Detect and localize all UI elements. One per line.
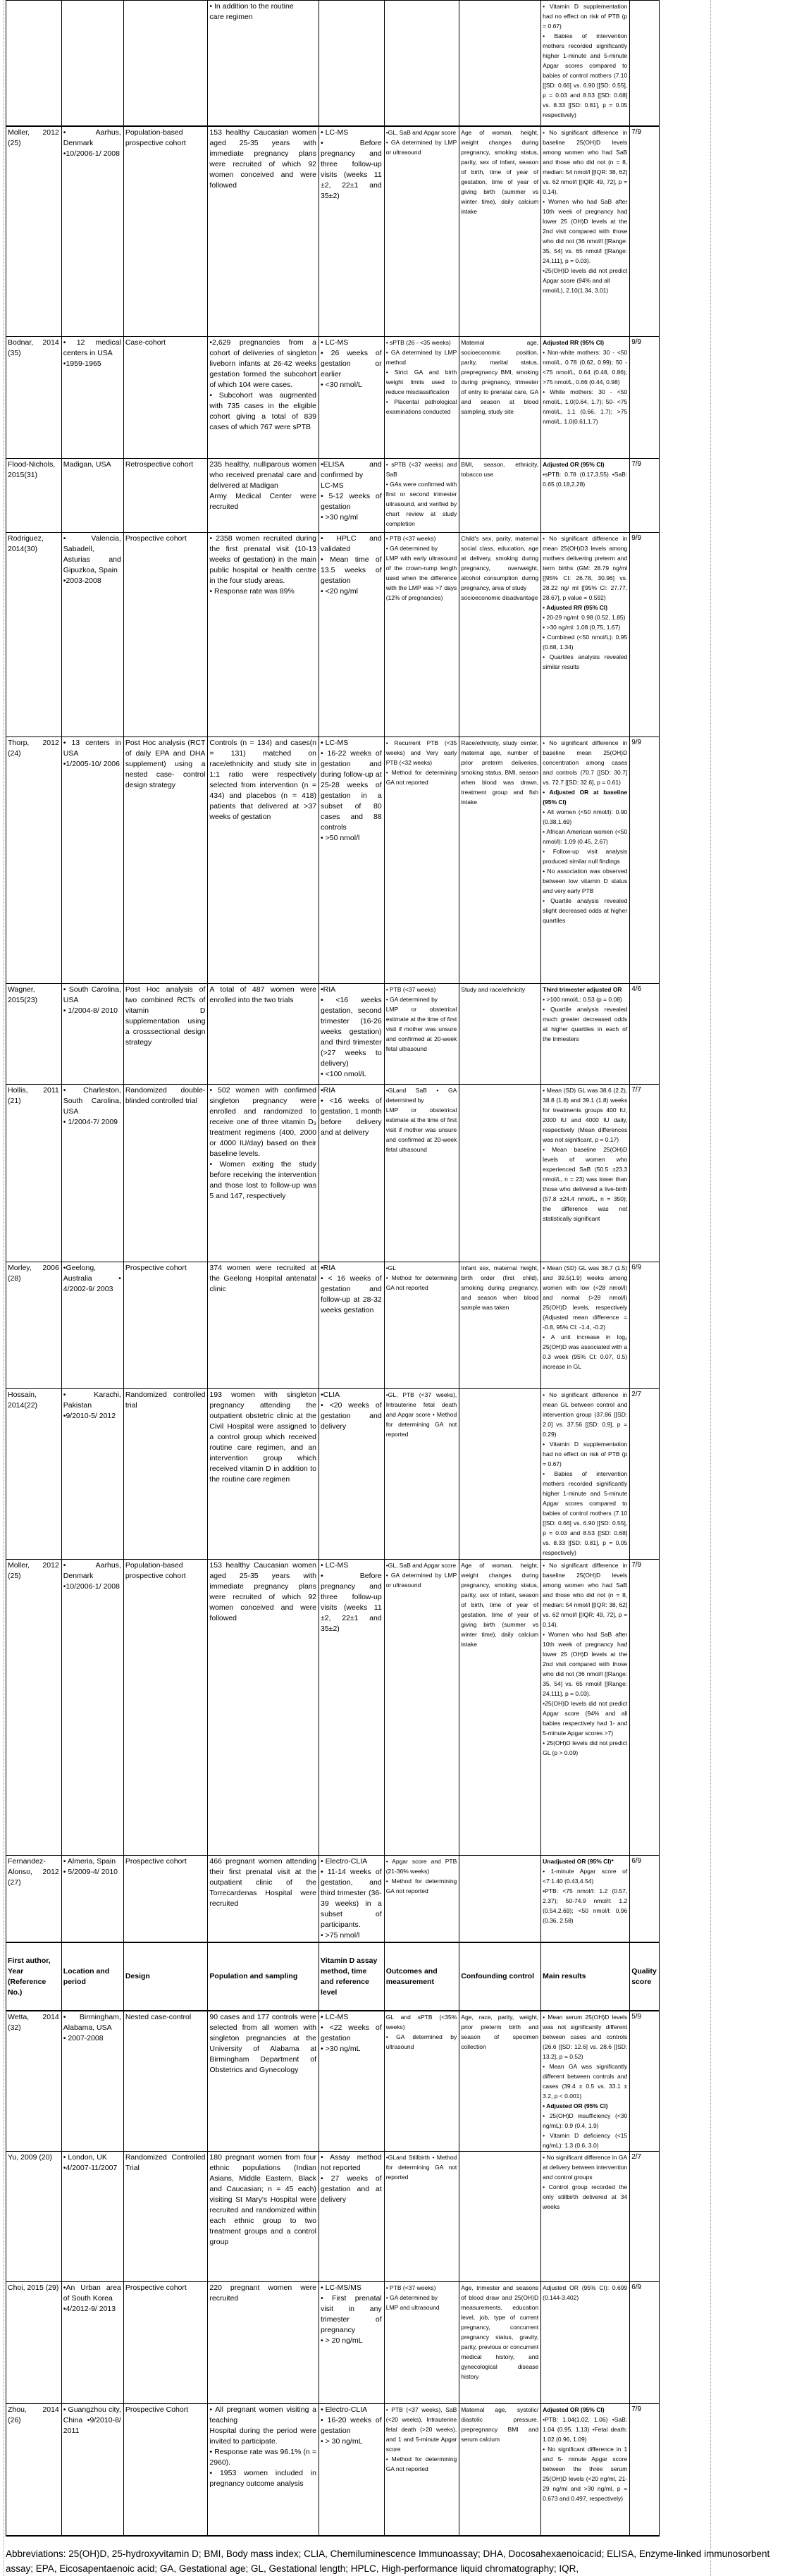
cell-outcomes: • sPTB (26 - <35 weeks) • GA determined by LMP method • Strict GA and birth weight limits used to reduce misclassification • Placental pathological examinations conducted (384, 337, 459, 459)
cell-quality: 9/9 (630, 337, 660, 459)
cell-population: 466 pregnant women attending their first prenatal visit at the outpatient clinic of the Torrecardenas Hospital were recruited (208, 1856, 319, 1943)
cell-population: 220 pregnant women were recruited (208, 2282, 319, 2404)
table-row (6, 126, 660, 337)
cell-results: Third trimester adjusted OR • >100 nmol/L: 0.53 (p = 0.08) • Quartile analysis revealed much greater decreased odds at higher quartiles in each of the trimesters (541, 984, 630, 1085)
cell-population: Controls (n = 134) and cases(n = 131) matched on race/ethnicity and study site in 1:1 ratio were respectively selected from intervention (n = 434) and placebos (n = 418) patients that delivered at >37 weeks of gestation (208, 737, 319, 984)
cell-assay (319, 1, 385, 126)
cell-quality: 6/9 (630, 1856, 660, 1943)
cell-population: •2,629 pregnancies from a cohort of deliveries of singleton liveborn infants at 26-42 weeks gestation formed the subcohort of which 104 were cases. • Subcohort was augmented with 735 cases in the eligible cohort giving a total of 839 cases of which 767 were sPTB (208, 337, 319, 459)
cell-results: • No significant difference in mean 25(OH)D3 levels among mothers delivering preterm and term births (GM: 28.79 ng/ml [[95% CI: 26.78, 30.96] vs. 28.22 ng/ ml [[95% CI: 27.77, 28.67], p value = 0.592) • Adjusted RR (95% CI) • 20-29 ng/ml: 0.98 (0.52, 1.85) • >30 ng/ml: 1.08 (0.75, 1.67) • Combined (<50 nmol/L): 0.95 (0.68, 1.34) • Quartiles analysis revealed similar results (541, 533, 630, 737)
cell-design: Randomized Controlled Trial (123, 2152, 208, 2282)
cell-confounding: Infant sex, maternal height, birth order (first child), smoking during pregnancy, and season when blood sample was taken (459, 1262, 541, 1389)
cell-assay: • HPLC and validated • Mean time of 13.5 weeks of gestation • <20 ng/ml (319, 533, 385, 737)
table-row (6, 1389, 660, 1560)
cell-quality: 6/9 (630, 1262, 660, 1389)
cell-design: Prospective cohort (123, 1262, 208, 1389)
cell-quality: 7/7 (630, 1085, 660, 1262)
cell-location: • Aarhus, Denmark •10/2006-1/ 2008 (61, 126, 123, 337)
table-row (6, 1085, 660, 1262)
cell-design: Randomized controlled trial (123, 1389, 208, 1560)
column-header-assay: Vitamin D assay method, time and reference level (319, 1942, 385, 2011)
cell-design: Prospective Cohort (123, 2404, 208, 2536)
cell-author: Bodnar, 2014 (35) (6, 337, 62, 459)
cell-author: Zhou, 2014 (26) (6, 2404, 62, 2536)
cell-author: Flood-Nichols, 2015(31) (6, 459, 62, 533)
cell-design: Randomized double-blinded controlled trial (123, 1085, 208, 1262)
cell-author: Choi, 2015 (29) (6, 2282, 62, 2404)
cell-location: •An Urban area of South Korea •4/2012-9/ 2013 (61, 2282, 123, 2404)
cell-location: •Geelong, Australia • 4/2002-9/ 2003 (61, 1262, 123, 1389)
cell-population: • All pregnant women visiting a teaching Hospital during the period were invited to participate. • Response rate was 96.1% (n = 2960). • 1953 women included in pregnancy outcome analysis (208, 2404, 319, 2536)
column-header-row (6, 1942, 660, 2011)
cell-confounding: Age of woman, height, weight changes during pregnancy, smoking status, parity, sex of infant, season of birth, time of year of gestation, time of year of giving birth (summer vs winter time), daily calcium intake (459, 1560, 541, 1856)
cell-design: Case-cohort (123, 337, 208, 459)
table-row (6, 1262, 660, 1389)
cell-quality: 2/7 (630, 2152, 660, 2282)
table-row (6, 2404, 660, 2536)
cell-results: • No significant difference in baseline 25(OH)D levels among women who had SaB and those who did not (n = 8, median: 54 nmol/l [[IQR: 38, 62] vs. 62 nmol/l [[IQR: 49, 72], p = 0.14). • Women who had SaB after 10th week of pregnancy had lower 25 (OH)D levels at the 2nd visit compared with those who did not (36 nmol/l [[Range: 35, 54] vs. 65 nmol/l [[Range: 24,111], p = 0.03). •25(OH)D levels did not predict Apgar score (94% and all nmol/L), 2.10(1.34, 3.01) (541, 126, 630, 337)
table-row (6, 984, 660, 1085)
cell-population: 193 women with singleton pregnancy attending the outpatient obstetric clinic at the Civil Hospital were assigned to a control group which received routine care regimen, and an intervention group which received vitamin D in addition to the routine care regimen (208, 1389, 319, 1560)
cell-outcomes: •GL • Method for determining GA not reported (384, 1262, 459, 1389)
cell-author: Thorp, 2012 (24) (6, 737, 62, 984)
cell-assay: • LC-MS • 26 weeks of gestation or earlier • <30 nmol/L (319, 337, 385, 459)
column-header-population: Population and sampling (208, 1942, 319, 2011)
cell-confounding: Race/ethnicity, study center, maternal age, number of prior preterm deliveries, smoking status, BMI, season when blood was drawn, treatment group and fish intake (459, 737, 541, 984)
cell-location: • London, UK •4/2007-11/2007 (61, 2152, 123, 2282)
cell-population: 153 healthy Caucasian women aged 25-35 years with immediate pregnancy plans were recruited of which 92 women conceived and were followed (208, 126, 319, 337)
cell-location: • Birmingham, Alabama, USA • 2007-2008 (61, 2011, 123, 2152)
column-header-location: Location and period (61, 1942, 123, 2011)
cell-population: 235 healthy, nulliparous women who received prenatal care and delivered at Madigan Army Medical Center were recruited (208, 459, 319, 533)
cell-quality: 4/6 (630, 984, 660, 1085)
cell-confounding: Age, race, parity, weight, prior preterm birth and season of specimen collection (459, 2011, 541, 2152)
column-header-design: Design (123, 1942, 208, 2011)
cell-quality: 7/9 (630, 126, 660, 337)
cell-confounding (459, 1, 541, 126)
cell-author: Yu, 2009 (20) (6, 2152, 62, 2282)
cell-quality: 7/9 (630, 459, 660, 533)
cell-quality: 9/9 (630, 737, 660, 984)
cell-outcomes: • sPTB (<37 weeks) and SaB • GAs were confirmed with first or second trimester ultrasound, and verified by chart review at study completion (384, 459, 459, 533)
cell-confounding (459, 1856, 541, 1943)
cell-results: • No significant difference in mean GL between control and intervention group (37.86 [[SD: 2.0] vs. 37.56 [[SD: 0.9], p = 0.29) • Vitamin D supplementation had no effect on risk of PTB (p = 0.67) • Babies of intervention mothers recorded significantly higher 1-minute and 5-minute Apgar scores compared to babies of control mothers (7.10 [[SD: 0.66] vs. 6.90 [[SD: 0.55], p = 0.03 and 8.53 [[SD: 0.68] vs. 8.33 [[SD: 0.81], p = 0.05 respectively) (541, 1389, 630, 1560)
table-row (6, 337, 660, 459)
cell-location: • Valencia, Sabadell, Asturias and Gipuzkoa, Spain •2003-2008 (61, 533, 123, 737)
cell-quality: 7/9 (630, 2404, 660, 2536)
cell-outcomes: • PTB (<37 weeks) • GA determined by LMP and ultrasound (384, 2282, 459, 2404)
cell-assay: •ELISA and confirmed by LC-MS • 5-12 weeks of gestation • >30 ng/ml (319, 459, 385, 533)
cell-outcomes: •GLand SaB • GA determined by LMP or obstetrical estimate at the time of first visit if mother was unsure and confirmed at 20-week fetal ultrasound (384, 1085, 459, 1262)
cell-confounding: Child's sex, parity, maternal social class, education, age at delivery, smoking during pregnancy, overweight, alcohol consumption during pregnancy, area of study socioeconomic disadvantage (459, 533, 541, 737)
cell-population: A total of 487 women were enrolled into the two trials (208, 984, 319, 1085)
cell-assay: •CLIA • <20 weeks of gestation and delivery (319, 1389, 385, 1560)
cell-confounding: Age of woman, height, weight changes during pregnancy, smoking status, parity, sex of infant, season of birth, time of year of gestation, time of year of giving birth (summer vs winter time), daily calcium intake (459, 126, 541, 337)
cell-results: • Mean (SD) GL was 38.6 (2.2), 38.8 (1.8) and 39.1 (1.8) weeks for treatments groups 400 IU, 2000 IU and 4000 IU daily, respectively (Mean differences was not significant, p = 0.17) • Mean baseline 25(OH)D levels of women who experienced SaB (50.5 ±23.3 nmol/L, n = 23) was lower than those who delivered a live-birth (57.8 ±24.4 nmol/L, n = 350); the difference was not statistically significant (541, 1085, 630, 1262)
cell-results: • Vitamin D supplementation had no effect on risk of PTB (p = 0.67) • Babies of intervention mothers recorded significantly higher 1-minute and 5-minute Apgar scores compared to babies of control mothers (7.10 [[SD: 0.66] vs. 6.90 [[SD: 0.55], p = 0.03 and 8.53 [[SD: 0.68] vs. 8.33 [[SD: 0.81], p = 0.05 respectively) (541, 1, 630, 126)
cell-outcomes: • PTB (<37 weeks), SaB (<20 weeks), Intrauterine fetal death (>20 weeks), and 1 and 5-minute Apgar score • Method for determining GA not reported (384, 2404, 459, 2536)
cell-design: Prospective cohort (123, 2282, 208, 2404)
cell-location: • South Carolina, USA • 1/2004-8/ 2010 (61, 984, 123, 1085)
cell-design (123, 1, 208, 126)
cell-location: Madigan, USA (61, 459, 123, 533)
cell-location: • 13 centers in USA •1/2005-10/ 2006 (61, 737, 123, 984)
table-row (6, 459, 660, 533)
cell-location: • Guangzhou city, China •9/2010-8/ 2011 (61, 2404, 123, 2536)
cell-results: Adjusted OR (95% CI): 0.699 (0.144-3.402) (541, 2282, 630, 2404)
cell-confounding: Study and race/ethnicity (459, 984, 541, 1085)
column-header-author: First author, Year (Reference No.) (6, 1942, 62, 2011)
column-header-quality: Quality score (630, 1942, 660, 2011)
cell-assay: •RIA • <16 weeks of gestation, 1 month before delivery and at delivery (319, 1085, 385, 1262)
abbreviations-note: Abbreviations: 25(OH)D, 25-hydroxyvitamin D; BMI, Body mass index; CLIA, Chemiluminescence Immunoassay; DHA, Docosahexaenoicacid; ELISA, Enzyme-linked immunosorbent assay; EPA, Eicosapentaenoic acid; GA, Gestational age; GL, Gestational length; HPLC, High-performance liquid chromatography; IQR, (6, 2548, 770, 2574)
cell-author: Hollis, 2011 (21) (6, 1085, 62, 1262)
cell-quality: 2/7 (630, 1389, 660, 1560)
cell-population: • 502 women with confirmed singleton pregnancy were enrolled and randomized to receive one of three vitamin D₃ treatment regimens (400, 2000 or 4000 IU/day) based on their baseline levels. • Women exiting the study before receiving the intervention and those lost to follow-up was 5 and 147, respectively (208, 1085, 319, 1262)
cell-author: Rodriguez, 2014(30) (6, 533, 62, 737)
cell-assay: • LC-MS • Before pregnancy and three follow-up visits (weeks 11 ±2, 22±1 and 35±2) (319, 126, 385, 337)
cell-design: Retrospective cohort (123, 459, 208, 533)
cell-quality: 6/9 (630, 2282, 660, 2404)
cell-results: Adjusted OR (95% CI) •PTB: 1.04(1.02, 1.06) •SaB: 1.04 (0.95, 1.13) •Fetal death: 1.02 (0.96, 1.09) • No significant difference in 1 and 5- minute Apgar score between the three serum 25(OH)D levels (<20 ng/ml, 21-29 ng/ml and >30 ng/ml, p = 0.673 and 0.497, respectively) (541, 2404, 630, 2536)
cell-location: • 12 medical centers in USA •1959-1965 (61, 337, 123, 459)
cell-confounding (459, 1389, 541, 1560)
cell-location: • Charleston, South Carolina, USA • 1/2004-7/ 2009 (61, 1085, 123, 1262)
cell-design: Population-based prospective cohort (123, 126, 208, 337)
table-row (6, 2282, 660, 2404)
cell-location: • Aarhus, Denmark •10/2006-1/ 2008 (61, 1560, 123, 1856)
cell-design: Nested case-control (123, 2011, 208, 2152)
cell-results: Adjusted OR (95% CI) •sPTB: 0.78 (0.17,3.55) •SaB: 0.65 (0.18,2.28) (541, 459, 630, 533)
cell-outcomes: • PTB (<37 weeks) • GA determined by LMP or obstetrical estimate at the time of first visit if mother was unsure and confirmed at 20-week fetal ultrasound (384, 984, 459, 1085)
cell-results: • No significant difference in baseline mean 25(OH)D concentration among cases and controls (70.7 [[SD: 30.7] vs. 72.7 [[SD: 32.6], p = 0.61) • Adjusted OR at baseline (95% CI) • All women (<50 nmol/l): 0.90 (0.38,1.69) • African American women (<50 nmol/l): 1.09 (0.45, 2.67) • Follow-up visit analysis produced similar null findings • No association was observed between low vitamin D status and very early PTB • Quartile analysis revealed slight decreased odds at higher quartiles (541, 737, 630, 984)
cell-author: Morley, 2006 (28) (6, 1262, 62, 1389)
table-row (6, 2152, 660, 2282)
cell-outcomes: •GL, SaB and Apgar score • GA determined by LMP or ultrasound (384, 126, 459, 337)
cell-author: Fernandez-Alonso, 2012 (27) (6, 1856, 62, 1943)
cell-author: Moller, 2012 (25) (6, 126, 62, 337)
column-header-confounding: Confounding control (459, 1942, 541, 2011)
cell-outcomes: •GLand Stillbirth • Method for determining GA not reported (384, 2152, 459, 2282)
cell-population: 374 women were recruited at the Geelong Hospital antenatal clinic (208, 1262, 319, 1389)
cell-quality: 9/9 (630, 533, 660, 737)
column-header-outcomes: Outcomes and measurement (384, 1942, 459, 2011)
cell-location: • Karachi, Pakistan •9/2010-5/ 2012 (61, 1389, 123, 1560)
cell-assay: • Electro-CLIA • 11-14 weeks of gestation, and third trimester (36-39 weeks) in a subset of participants. • >75 nmol/l (319, 1856, 385, 1943)
cell-results: • No significant difference in GA at delivery between intervention and control groups • Control group recorded the only stillbirth delivered at 34 weeks (541, 2152, 630, 2282)
cell-assay: • Electro-CLIA • 16-20 weeks of gestation • > 30 ng/mL (319, 2404, 385, 2536)
cell-design: Prospective cohort (123, 1856, 208, 1943)
cell-author: Wetta, 2014 (32) (6, 2011, 62, 2152)
cell-design: Post Hoc analysis of two combined RCTs of vitamin D supplementation using a crosssectional design strategy (123, 984, 208, 1085)
cell-population: 153 healthy Caucasian women aged 25-35 years with immediate pregnancy plans were recruited of which 92 women conceived and were followed (208, 1560, 319, 1856)
cell-assay: • Assay method not reported • 27 weeks of gestation and at delivery (319, 2152, 385, 2282)
cell-assay: • LC-MS • Before pregnancy and three follow-up visits (weeks 11 ±2, 22±1 and 35±2) (319, 1560, 385, 1856)
cell-author: Hossain, 2014(22) (6, 1389, 62, 1560)
cell-results: Unadjusted OR (95% CI)* • 1-minute Apgar score of <7:1.40 (0.43,4.54) •PTB: <75 nmol/l: 1.2 (0.57, 2.37); 50-74.9 nmol/l: 1.2 (0.54,2.69); <50 nmol/l: 0.96 (0.36, 2.58) (541, 1856, 630, 1943)
cell-author: Wagner, 2015(23) (6, 984, 62, 1085)
cell-outcomes: • PTB (<37 weeks) • GA determined by LMP with early ultrasound of the crown-rump length used when the difference with the LMP was >7 days (12% of pregnancies) (384, 533, 459, 737)
cell-design: Prospective cohort (123, 533, 208, 737)
cell-quality: 7/9 (630, 1560, 660, 1856)
table-row (6, 533, 660, 737)
cell-author: Moller, 2012 (25) (6, 1560, 62, 1856)
cell-population: 90 cases and 177 controls were selected from all women with singleton pregnancies at the University of Alabama at Birmingham Department of Obstetrics and Gynecology (208, 2011, 319, 2152)
cell-outcomes: GL and sPTB (<35% weeks) • GA determined by ultrasound (384, 2011, 459, 2152)
cell-assay: •RIA • <16 weeks gestation, second trimester (16-26 weeks gestation) and third trimester (>27 weeks to delivery) • <100 nmol/L (319, 984, 385, 1085)
cell-author (6, 1, 62, 126)
cell-results: • Mean (SD) GL was 38.7 (1.5) and 39.5(1.9) weeks among women with low (<28 nmol/l) and normal (>28 nmol/l) 25(OH)D levels, respectively (Adjusted mean difference = -0.8, 95% CI: -1.4, -0.2) • A unit increase in log₂ 25(OH)D was associated with a 0.3 week (95% CI: 0.07, 0.5) increase in GL (541, 1262, 630, 1389)
studies-table (6, 0, 660, 2537)
table-row (6, 1560, 660, 1856)
table-row-partial (6, 1, 660, 126)
cell-assay: • LC-MS • 16-22 weeks of gestation and during follow-up at 25-28 weeks of gestation in a subset of 80 cases and 88 controls • >50 nmol/l (319, 737, 385, 984)
cell-location (61, 1, 123, 126)
cell-location: • Almeria, Spain • 5/2009-4/ 2010 (61, 1856, 123, 1943)
cell-assay: • LC-MS/MS • First prenatal visit in any trimester of pregnancy • > 20 ng/mL (319, 2282, 385, 2404)
cell-assay: • LC-MS • <22 weeks of gestation • >30 ng/mL (319, 2011, 385, 2152)
text-boundary-right (710, 0, 711, 2576)
cell-design: Post Hoc analysis (RCT of daily EPA and DHA supplement) using a nested case- control design strategy (123, 737, 208, 984)
cell-population: • 2358 women recruited during the first prenatal visit (10-13 weeks of gestation) in the main public hospital or health centre in the four study areas. • Response rate was 89% (208, 533, 319, 737)
table-row (6, 737, 660, 984)
cell-confounding: Maternal age, socioeconomic position, parity, marital status, prepregnancy BMI, smoking during pregnancy, trimester of entry to prenatal care, GA and season at blood sampling, study site (459, 337, 541, 459)
cell-quality: 5/9 (630, 2011, 660, 2152)
cell-outcomes (384, 1, 459, 126)
cell-confounding: Maternal age, systolic/ diastolic pressure, prepregnancy BMI and serum calcium (459, 2404, 541, 2536)
cell-outcomes: • Apgar score and PTB (21-36% weeks) • Method for determining GA not reported (384, 1856, 459, 1943)
cell-quality (630, 1, 660, 126)
table-row (6, 1856, 660, 1943)
cell-population: • In addition to the routine care regimen (208, 1, 319, 126)
column-header-results: Main results (541, 1942, 630, 2011)
cell-outcomes: •GL, SaB and Apgar score • GA determined by LMP or ultrasound (384, 1560, 459, 1856)
cell-outcomes: • Recurrent PTB (<35 weeks) and Very early PTB (<32 weeks) • Method for determining GA not reported (384, 737, 459, 984)
cell-results: Adjusted RR (95% CI) • Non-white mothers: 30 - <50 nmol/L, 0.78 (0.62, 0.99); 50 - <75 nmol/L, 0.64 (0.48, 0.86); >75 nmol/L, 0.66 (0.44, 0.98) • White mothers: 30 - <50 nmol/L, 1.0(0.64, 1.7); 50- <75 nmol/L, 1.1 (0.66, 1.7); >75 nmol/L, 1.0(0.61,1.7) (541, 337, 630, 459)
table-row (6, 2011, 660, 2152)
cell-results: • Mean serum 25(OH)D levels was not significantly different between cases and controls (26.6 [[SD: 12.6] vs. 28.6 [[SD: 13.2], p = 0.52) • Mean GA was significantly different between controls and cases (39.4 ± 0.5 vs. 33.1 ± 3.2, p < 0.001) • Adjusted OR (95% CI) • 25(OH)D insufficiency (<30 ng/mL): 0.9 (0.4, 1.9) • Vitamin D deficiency (<15 ng/mL): 1.3 (0.6, 3.0) (541, 2011, 630, 2152)
cell-outcomes: •GL, PTB (<37 weeks), Intrauterine fetal death and Apgar score • Method for determining GA not reported (384, 1389, 459, 1560)
cell-results: • No significant difference in baseline 25(OH)D levels among women who had SaB and those who did not (n = 8, median: 54 nmol/l [[IQR: 38, 62] vs. 62 nmol/l [[IQR: 49, 72], p = 0.14). • Women who had SaB after 10th week of pregnancy had lower 25 (OH)D levels at the 2nd visit compared with those who did not (36 nmol/l [[Range: 35, 54] vs. 65 nmol/l [[Range: 24,111], p = 0.03). •25(OH)D levels did not predict Apgar score (94% and all babies respectively had 1- and 5-minute Apgar scores >7) • 25(OH)D levels did not predict GL (p > 0.09) (541, 1560, 630, 1856)
cell-population: 180 pregnant women from four ethnic populations (Indian Asians, Middle Eastern, Black and Caucasian; n = 45 each) visiting St Mary's Hospital were recruited and randomized within each ethnic group to two treatment groups and a control group (208, 2152, 319, 2282)
cell-confounding: Age, trimester and seasons of blood draw and 25(OH)D measurements, education level, job, type of current pregnancy, concurrent pregnancy status, gravity, parity, previous or concurrent medical history, and gynecological disease history (459, 2282, 541, 2404)
cell-design: Population-based prospective cohort (123, 1560, 208, 1856)
cell-confounding (459, 2152, 541, 2282)
cell-confounding: BMI, season, ethnicity, tobacco use (459, 459, 541, 533)
cell-confounding (459, 1085, 541, 1262)
cell-assay: •RIA • < 16 weeks of gestation and follow-up at 28-32 weeks gestation (319, 1262, 385, 1389)
